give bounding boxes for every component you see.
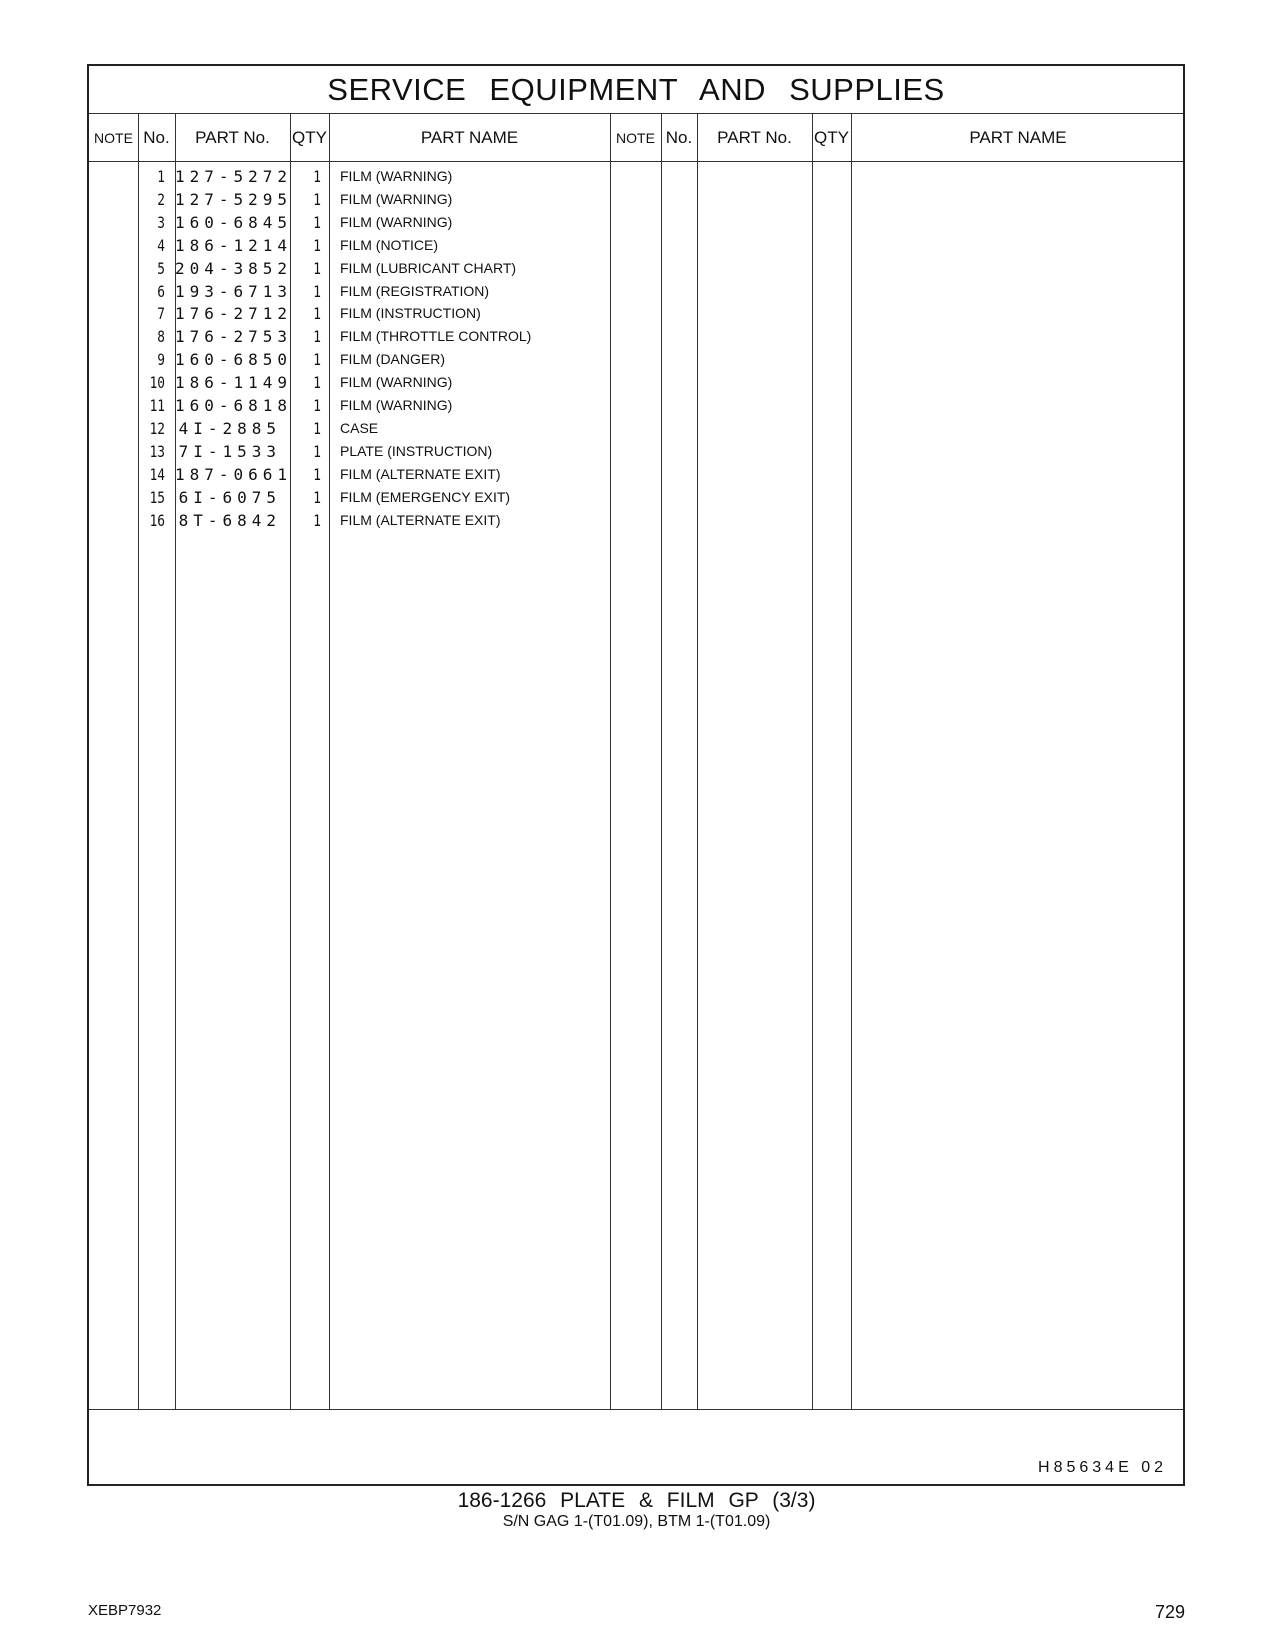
item-number: 1 — [157, 167, 165, 186]
quantity: 1 — [313, 235, 321, 255]
part-number: 186-1149 — [175, 373, 293, 393]
quantity: 1 — [313, 212, 321, 232]
page-number: 729 — [1154, 1602, 1185, 1622]
item-number: 3 — [157, 212, 165, 232]
item-number: 13 — [149, 441, 165, 461]
header-no: No. — [665, 128, 693, 147]
book-id: XEBP7932 — [88, 1602, 162, 1619]
column-divider — [697, 113, 698, 1410]
quantity: 1 — [313, 167, 321, 186]
part-number: 176-2712 — [175, 304, 293, 324]
quantity: 1 — [313, 487, 321, 507]
part-number: 193-6713 — [175, 281, 293, 301]
part-name: FILM (WARNING) — [340, 374, 453, 391]
part-number: 160-6850 — [175, 350, 293, 370]
footer-divider — [89, 1409, 1183, 1410]
part-number: 160-6845 — [175, 212, 293, 232]
quantity: 1 — [313, 373, 321, 393]
quantity: 1 — [313, 327, 321, 347]
part-name: FILM (THROTTLE CONTROL) — [340, 328, 532, 345]
item-number: 4 — [157, 235, 165, 255]
drawing-id: H85634E 02 — [1038, 1459, 1167, 1476]
quantity: 1 — [313, 396, 321, 415]
item-number: 6 — [157, 281, 165, 301]
part-number: 186-1214 — [175, 235, 293, 255]
column-divider — [851, 113, 852, 1410]
column-divider — [610, 113, 611, 1410]
part-name: CASE — [340, 419, 379, 436]
quantity: 1 — [313, 258, 321, 278]
quantity: 1 — [313, 510, 321, 530]
column-divider — [138, 113, 139, 1410]
serial-number-range: S/N GAG 1-(T01.09), BTM 1-(T01.09) — [502, 1513, 771, 1530]
header-note: NOTE — [94, 130, 133, 146]
column-divider — [812, 113, 813, 1410]
quantity: 1 — [313, 418, 321, 438]
quantity: 1 — [313, 350, 321, 370]
item-number: 11 — [149, 396, 165, 415]
part-name: FILM (WARNING) — [340, 397, 453, 413]
item-number: 8 — [157, 327, 165, 347]
header-note: NOTE — [616, 130, 655, 146]
item-number: 9 — [157, 350, 165, 370]
item-number: 15 — [149, 487, 165, 507]
part-number: 4I-2885 — [178, 418, 281, 438]
header-part-name: PART NAME — [420, 128, 519, 147]
part-number: 204-3852 — [175, 258, 293, 278]
part-number: 127-5272 — [175, 167, 293, 186]
part-name: FILM (DANGER) — [340, 351, 445, 368]
part-number: 187-0661 — [175, 464, 293, 484]
part-name: FILM (WARNING) — [340, 213, 453, 230]
part-number: 8T-6842 — [178, 510, 281, 530]
parts-table-frame — [87, 64, 1185, 1486]
item-number: 10 — [149, 373, 165, 393]
part-name: FILM (ALTERNATE EXIT) — [340, 511, 501, 528]
item-number: 7 — [157, 304, 165, 324]
column-divider — [329, 113, 330, 1410]
item-number: 5 — [157, 258, 165, 278]
part-name: FILM (REGISTRATION) — [340, 282, 490, 299]
header-part-no: PART No. — [195, 128, 270, 147]
quantity: 1 — [313, 189, 321, 209]
part-number: 6I-6075 — [178, 487, 281, 507]
item-number: 14 — [149, 464, 165, 484]
part-number: 7I-1533 — [178, 441, 281, 461]
quantity: 1 — [313, 304, 321, 324]
part-number: 160-6818 — [175, 396, 293, 415]
part-name: FILM (WARNING) — [340, 190, 453, 207]
part-name: FILM (ALTERNATE EXIT) — [340, 465, 501, 482]
part-number: 176-2753 — [175, 327, 293, 347]
header-no: No. — [143, 128, 170, 147]
header-part-no: PART No. — [717, 128, 792, 147]
part-name: FILM (EMERGENCY EXIT) — [340, 488, 511, 505]
item-number: 2 — [157, 189, 165, 209]
quantity: 1 — [313, 464, 321, 484]
part-number: 127-5295 — [175, 189, 293, 209]
item-number: 16 — [149, 510, 165, 530]
part-name: PLATE (INSTRUCTION) — [340, 442, 493, 459]
part-name: FILM (NOTICE) — [340, 236, 438, 253]
part-name: FILM (WARNING) — [340, 168, 453, 184]
header-part-name: PART NAME — [969, 128, 1067, 147]
header-qty: QTY — [814, 128, 849, 147]
quantity: 1 — [313, 441, 321, 461]
part-name: FILM (INSTRUCTION) — [340, 305, 481, 322]
header-qty: QTY — [292, 128, 327, 147]
column-divider — [661, 113, 662, 1410]
part-name: FILM (LUBRICANT CHART) — [340, 259, 517, 276]
group-title: 186-1266 PLATE & FILM GP (3/3) — [457, 1489, 816, 1512]
quantity: 1 — [313, 281, 321, 301]
section-title: SERVICE EQUIPMENT AND SUPPLIES — [327, 72, 945, 107]
item-number: 12 — [149, 418, 165, 438]
